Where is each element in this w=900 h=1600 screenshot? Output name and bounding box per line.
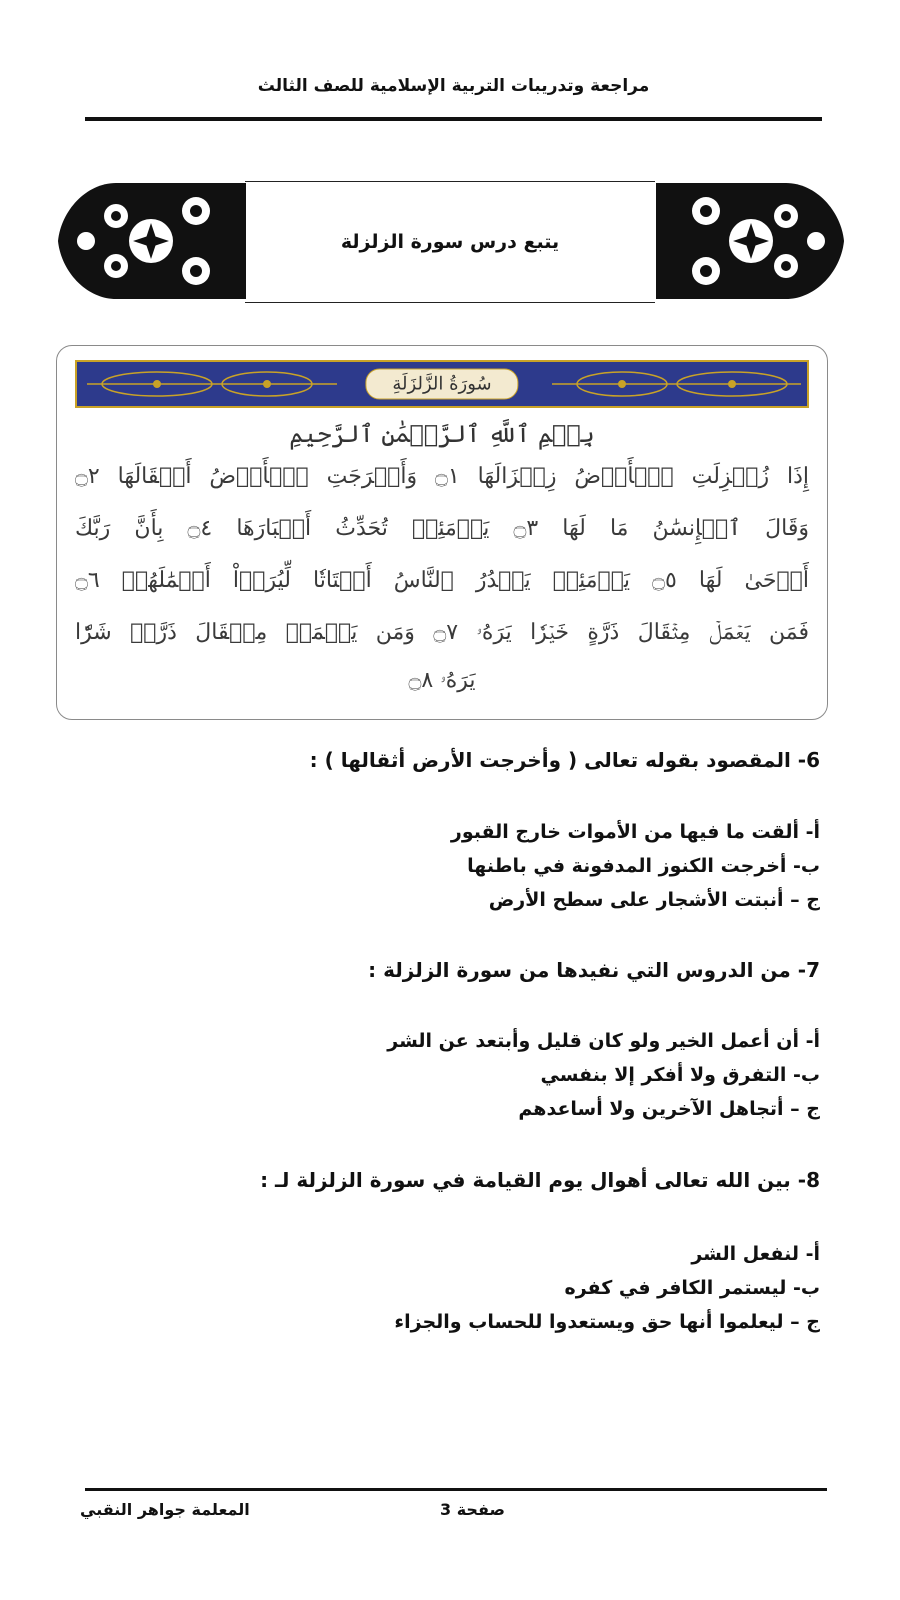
question-6-options	[80, 815, 820, 917]
question-text: 6- المقصود بقوله تعالى ( وأخرجت الأرض أثقالها ) :	[309, 748, 820, 772]
question-7	[80, 958, 820, 982]
option-c: ج – أنبتت الأشجار على سطح الأرض	[488, 889, 820, 911]
question-text: 8- بين الله تعالى أهوال يوم القيامة في سورة الزلزلة لـ :	[260, 1168, 820, 1192]
lesson-title-box	[245, 181, 655, 303]
question-6	[80, 748, 820, 772]
ayah-line: فَمَن يَعۡمَلۡ مِثۡقَالَ ذَرَّةٍ خَيۡرٗا يَرَهُۥ ۝٧ وَمَن يَعۡمَلۡ مِثۡقَالَ ذَرَّةٖ شَرّٗا	[75, 620, 809, 645]
option-a: أ- ألقت ما فيها من الأموات خارج القبور	[450, 821, 820, 843]
option-b: ب- ليستمر الكافر في كفره	[564, 1277, 820, 1299]
ayah-line: يَرَهُۥ ۝٨	[408, 668, 476, 693]
ornament-right-icon	[656, 181, 846, 301]
option-c: ج – ليعلموا أنها حق ويستعدوا للحساب والجزاء	[394, 1311, 820, 1333]
page-header-title: مراجعة وتدريبات التربية الإسلامية للصف الثالث	[257, 76, 650, 96]
basmala: بِسۡمِ ٱللَّهِ ٱلرَّحۡمَٰنِ ٱلرَّحِيمِ	[289, 420, 595, 448]
surah-name: سُورَةُ الزَّلزَلَةِ	[365, 369, 518, 400]
ayah-line: أَوۡحَىٰ لَهَا ۝٥ يَوۡمَئِذٖ يَصۡدُرُ ٱلنَّاسُ أَشۡتَاتٗا لِّيُرَوۡاْ أَعۡمَٰلَهُمۡ ۝٦	[75, 568, 809, 593]
ayah-line: إِذَا زُلۡزِلَتِ ٱلۡأَرۡضُ زِلۡزَالَهَا ۝١ وَأَخۡرَجَتِ ٱلۡأَرۡضُ أَثۡقَالَهَا ۝٢	[75, 464, 809, 489]
option-a: أ- أن أعمل الخير ولو كان قليل وأبتعد عن الشر	[387, 1030, 820, 1052]
ornament-left-icon	[56, 181, 246, 301]
option-c: ج – أتجاهل الآخرين ولا أساعدهم	[518, 1098, 820, 1120]
option-a: أ- لنفعل الشر	[691, 1243, 820, 1265]
option-b: ب- التفرق ولا أفكر إلا بنفسي	[540, 1064, 820, 1086]
question-8	[80, 1168, 820, 1192]
surah-banner	[75, 360, 809, 408]
footer-teacher-name: المعلمة جواهر النقبي	[80, 1500, 250, 1519]
ayah-line: وَقَالَ ٱلۡإِنسَٰنُ مَا لَهَا ۝٣ يَوۡمَئِذٖ تُحَدِّثُ أَخۡبَارَهَا ۝٤ بِأَنَّ رَبَّكَ	[75, 516, 809, 541]
quran-text-box	[56, 345, 828, 720]
footer-rule	[85, 1488, 827, 1491]
question-text: 7- من الدروس التي نفيدها من سورة الزلزلة :	[368, 958, 820, 982]
footer-page-number: صفحة 3	[440, 1500, 505, 1519]
option-b: ب- أخرجت الكنوز المدفونة في باطنها	[467, 855, 820, 877]
lesson-title: يتبع درس سورة الزلزلة	[340, 231, 560, 253]
question-8-options	[80, 1237, 820, 1339]
header-rule	[85, 117, 822, 121]
question-7-options	[80, 1024, 820, 1126]
